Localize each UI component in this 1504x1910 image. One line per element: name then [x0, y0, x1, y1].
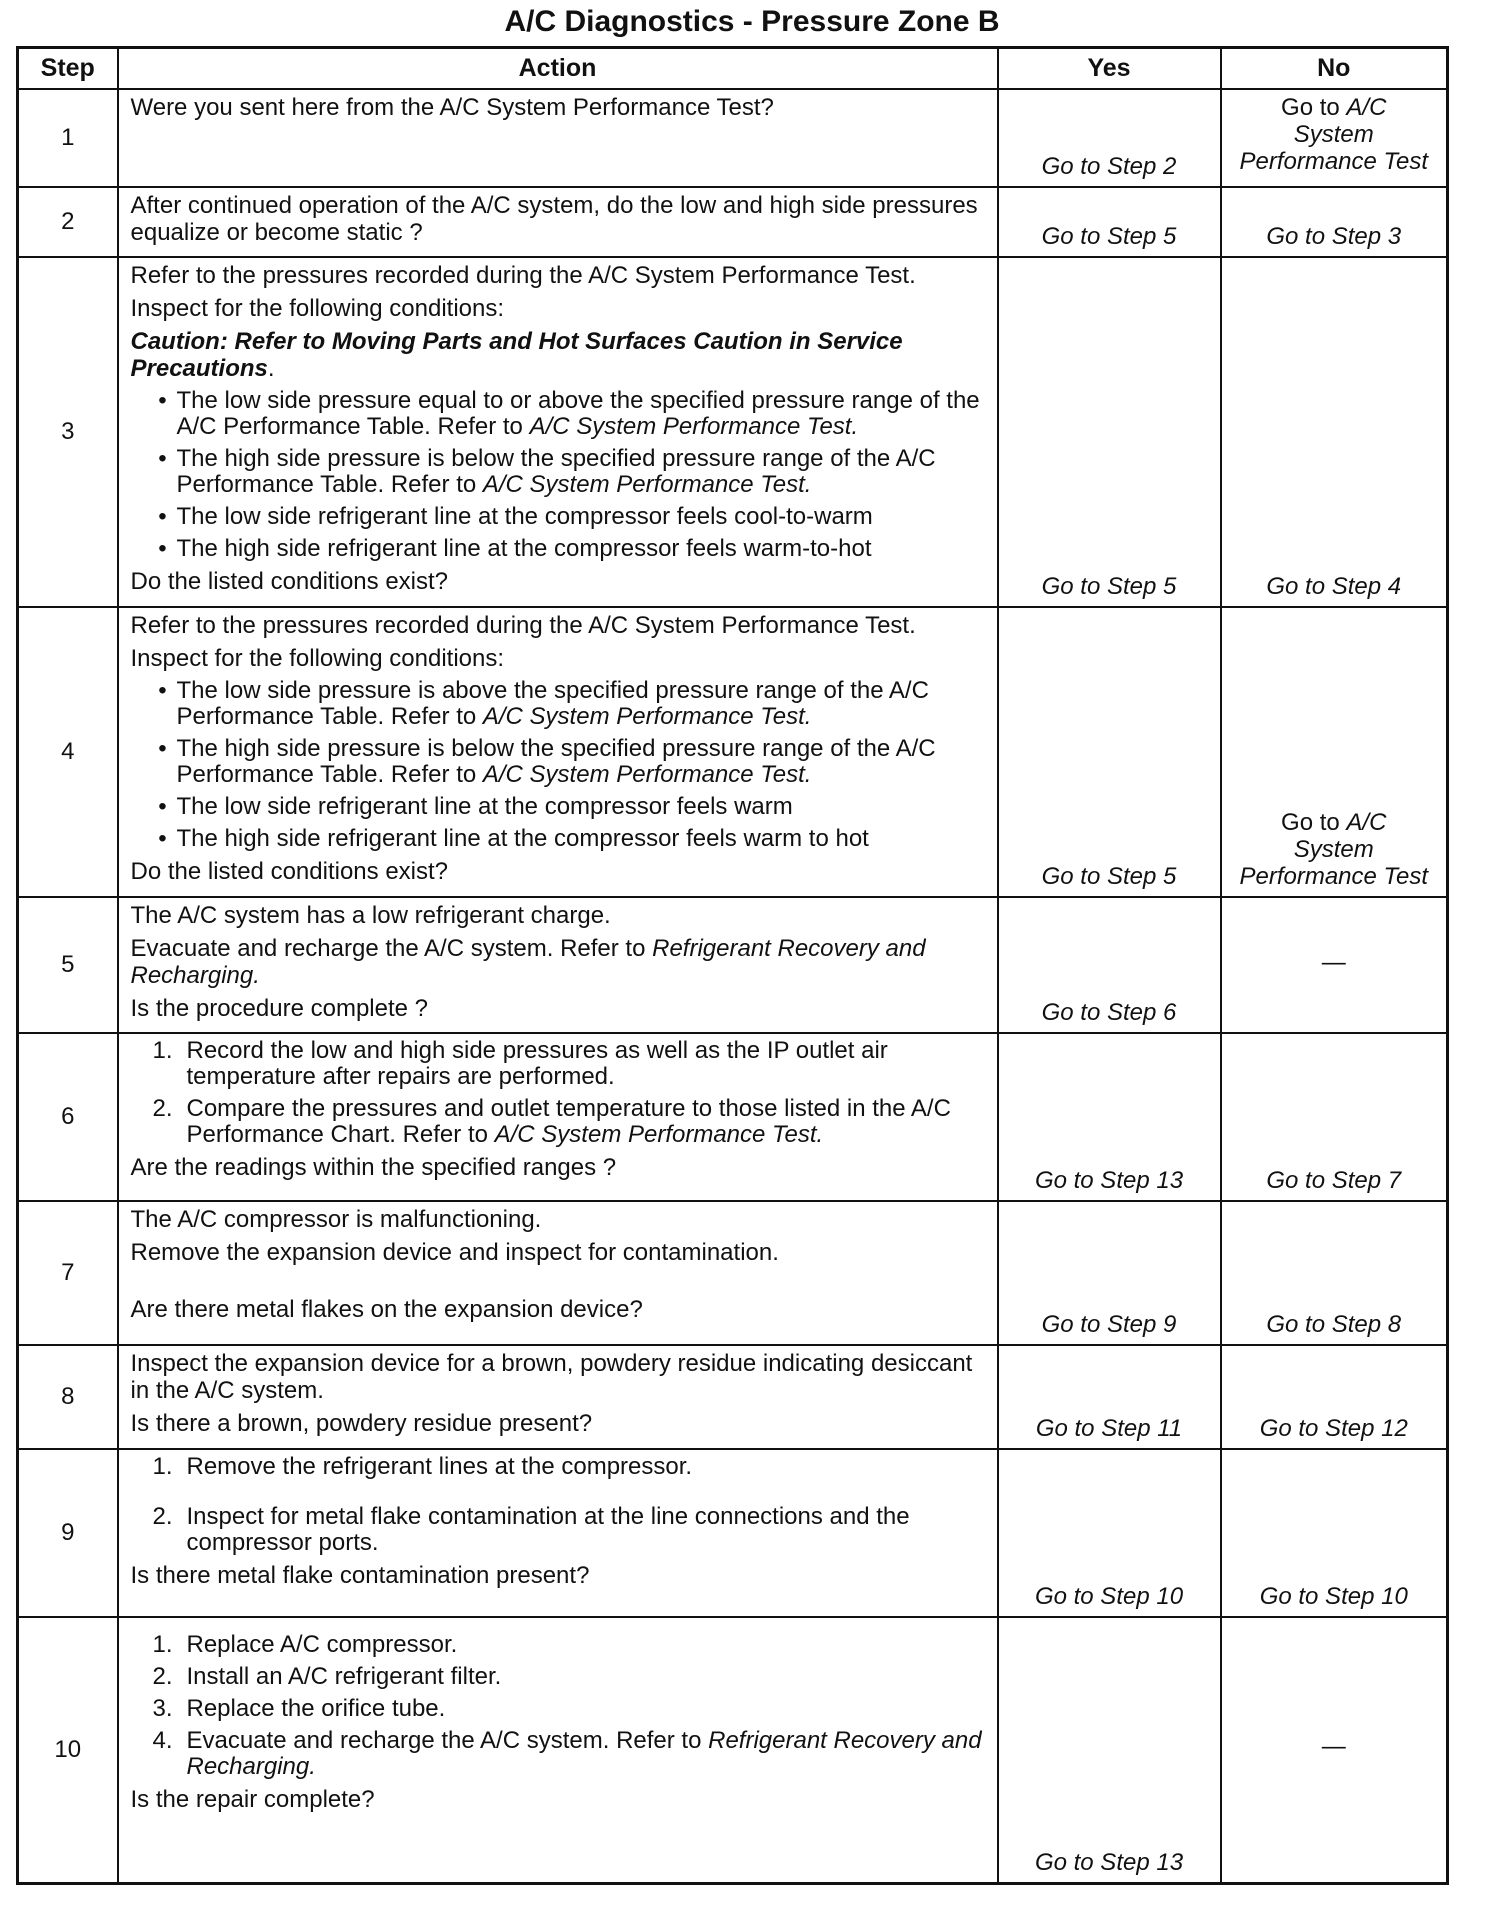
table-row — [18, 897, 1448, 1033]
action-question: Do the listed conditions exist? — [130, 858, 449, 885]
list-item: • The low side refrigerant line at the compressor feels warm — [153, 794, 983, 820]
bullet-icon: • — [158, 387, 167, 414]
action-question: Is the procedure complete ? — [130, 995, 429, 1022]
action-cell — [118, 1345, 998, 1449]
list-item: • The high side pressure is below the specified pressure range of the A/C Performance Table. Refer to A/C System Performance Test. — [153, 446, 983, 498]
bullet-icon: • — [158, 445, 167, 472]
condition-list — [131, 388, 983, 562]
list-item: 1. Replace A/C compressor. — [152, 1631, 458, 1658]
table-row — [18, 257, 1448, 607]
list-item: • The low side refrigerant line at the compressor feels cool-to-warm — [153, 504, 983, 530]
bullet-icon: • — [158, 793, 167, 820]
no-result: Go to Step 7 — [1221, 1033, 1448, 1201]
action-question: After continued operation of the A/C system, do the low and high side pressures equalize or become static ? — [130, 192, 978, 246]
action-question: Is there a brown, powdery residue present? — [130, 1410, 593, 1437]
bullet-icon: • — [158, 503, 167, 530]
yes-result: Go to Step 5 — [998, 257, 1221, 607]
list-item: 2. Install an A/C refrigerant filter. — [152, 1663, 502, 1690]
list-item: 2. Inspect for metal flake contamination at the line connections and the compressor ports. — [152, 1503, 910, 1556]
no-result: Go to A/C System Performance Test — [1221, 89, 1448, 187]
list-item: • The high side refrigerant line at the compressor feels warm-to-hot — [153, 536, 983, 562]
step-number: 8 — [18, 1345, 118, 1449]
action-cell — [118, 187, 998, 257]
action-cell — [118, 897, 998, 1033]
numbered-list — [131, 1632, 983, 1780]
table-row — [18, 607, 1448, 897]
condition-list — [131, 678, 983, 852]
action-text: The A/C compressor is malfunctioning. — [130, 1206, 542, 1233]
action-text: Refer to the pressures recorded during the A/C System Performance Test. — [130, 612, 916, 639]
table-row — [18, 1617, 1448, 1883]
action-text: Evacuate and recharge the A/C system. Refer to Refrigerant Recovery and Recharging. — [130, 935, 926, 989]
action-cell — [118, 1617, 998, 1883]
spacer — [131, 1272, 983, 1296]
list-item: • The low side pressure is above the specified pressure range of the A/C Performance Table. Refer to A/C System Performance Test. — [153, 678, 983, 730]
yes-result: Go to Step 11 — [998, 1345, 1221, 1449]
step-number: 2 — [18, 187, 118, 257]
no-result: Go to Step 3 — [1221, 187, 1448, 257]
step-number: 10 — [18, 1617, 118, 1883]
table-row — [18, 187, 1448, 257]
list-item: 2. Compare the pressures and outlet temperature to those listed in the A/C Performance Chart. Refer to A/C System Performance Test. — [152, 1095, 951, 1148]
table-row — [18, 1345, 1448, 1449]
list-item: • The high side refrigerant line at the compressor feels warm to hot — [153, 826, 983, 852]
action-question: Are the readings within the specified ranges ? — [130, 1154, 617, 1181]
action-cell — [118, 1201, 998, 1345]
no-result: Go to A/C System Performance Test — [1221, 607, 1448, 897]
action-cell — [118, 607, 998, 897]
bullet-icon: • — [158, 677, 167, 704]
no-result: Go to Step 8 — [1221, 1201, 1448, 1345]
header-action: Action — [118, 48, 998, 90]
step-number: 6 — [18, 1033, 118, 1201]
header-step: Step — [18, 48, 118, 90]
yes-result: Go to Step 5 — [998, 607, 1221, 897]
table-row — [18, 1449, 1448, 1617]
numbered-list — [131, 1454, 983, 1556]
step-number: 9 — [18, 1449, 118, 1617]
bullet-icon: • — [158, 735, 167, 762]
action-text: Remove the expansion device and inspect for contamination. — [130, 1239, 779, 1266]
table-row — [18, 1201, 1448, 1345]
action-cell — [118, 257, 998, 607]
list-item: • The high side pressure is below the specified pressure range of the A/C Performance Table. Refer to A/C System Performance Test. — [153, 736, 983, 788]
header-no: No — [1221, 48, 1448, 90]
action-question: Are there metal flakes on the expansion device? — [130, 1296, 643, 1323]
list-item: 1. Remove the refrigerant lines at the compressor. — [152, 1453, 693, 1480]
step-number: 7 — [18, 1201, 118, 1345]
no-result: Go to Step 4 — [1221, 257, 1448, 607]
table-row — [18, 89, 1448, 187]
header-yes: Yes — [998, 48, 1221, 90]
diagnostic-table — [16, 46, 1449, 1885]
bullet-icon: • — [158, 825, 167, 852]
list-item: 1. Record the low and high side pressures as well as the IP outlet air temperature after repairs are performed. — [152, 1037, 888, 1090]
table-row — [18, 1033, 1448, 1201]
no-result: Go to Step 12 — [1221, 1345, 1448, 1449]
step-number: 3 — [18, 257, 118, 607]
list-item: 4. Evacuate and recharge the A/C system. Refer to Refrigerant Recovery and Recharging. — [152, 1727, 982, 1780]
action-cell — [118, 1033, 998, 1201]
header-row — [18, 48, 1448, 90]
action-question: Is there metal flake contamination present? — [130, 1562, 590, 1589]
yes-result: Go to Step 5 — [998, 187, 1221, 257]
step-number: 4 — [18, 607, 118, 897]
no-result: — — [1221, 1617, 1448, 1883]
yes-result: Go to Step 13 — [998, 1617, 1221, 1883]
yes-result: Go to Step 13 — [998, 1033, 1221, 1201]
list-item: • The low side pressure equal to or above the specified pressure range of the A/C Performance Table. Refer to A/C System Performance Test. — [153, 388, 983, 440]
caution-note: Caution: Refer to Moving Parts and Hot Surfaces Caution in Service Precautions. — [130, 328, 903, 382]
numbered-list — [131, 1038, 983, 1148]
list-item: 3. Replace the orifice tube. — [152, 1695, 446, 1722]
action-cell — [118, 89, 998, 187]
action-text: The A/C system has a low refrigerant charge. — [130, 902, 611, 929]
action-text: Inspect the expansion device for a brown, powdery residue indicating desiccant in the A/C system. — [130, 1350, 973, 1404]
bullet-icon: • — [158, 535, 167, 562]
no-result: — — [1221, 897, 1448, 1033]
no-result: Go to Step 10 — [1221, 1449, 1448, 1617]
yes-result: Go to Step 9 — [998, 1201, 1221, 1345]
yes-result: Go to Step 6 — [998, 897, 1221, 1033]
yes-result: Go to Step 2 — [998, 89, 1221, 187]
action-question: Do the listed conditions exist? — [130, 568, 449, 595]
step-number: 5 — [18, 897, 118, 1033]
yes-result: Go to Step 10 — [998, 1449, 1221, 1617]
action-text: Inspect for the following conditions: — [130, 645, 505, 672]
action-text: Refer to the pressures recorded during the A/C System Performance Test. — [130, 262, 916, 289]
page-title: A/C Diagnostics - Pressure Zone B — [504, 5, 1000, 38]
action-question: Were you sent here from the A/C System Performance Test? — [130, 94, 774, 121]
action-cell — [118, 1449, 998, 1617]
step-number: 1 — [18, 89, 118, 187]
action-text: Inspect for the following conditions: — [130, 295, 505, 322]
action-question: Is the repair complete? — [130, 1786, 375, 1813]
